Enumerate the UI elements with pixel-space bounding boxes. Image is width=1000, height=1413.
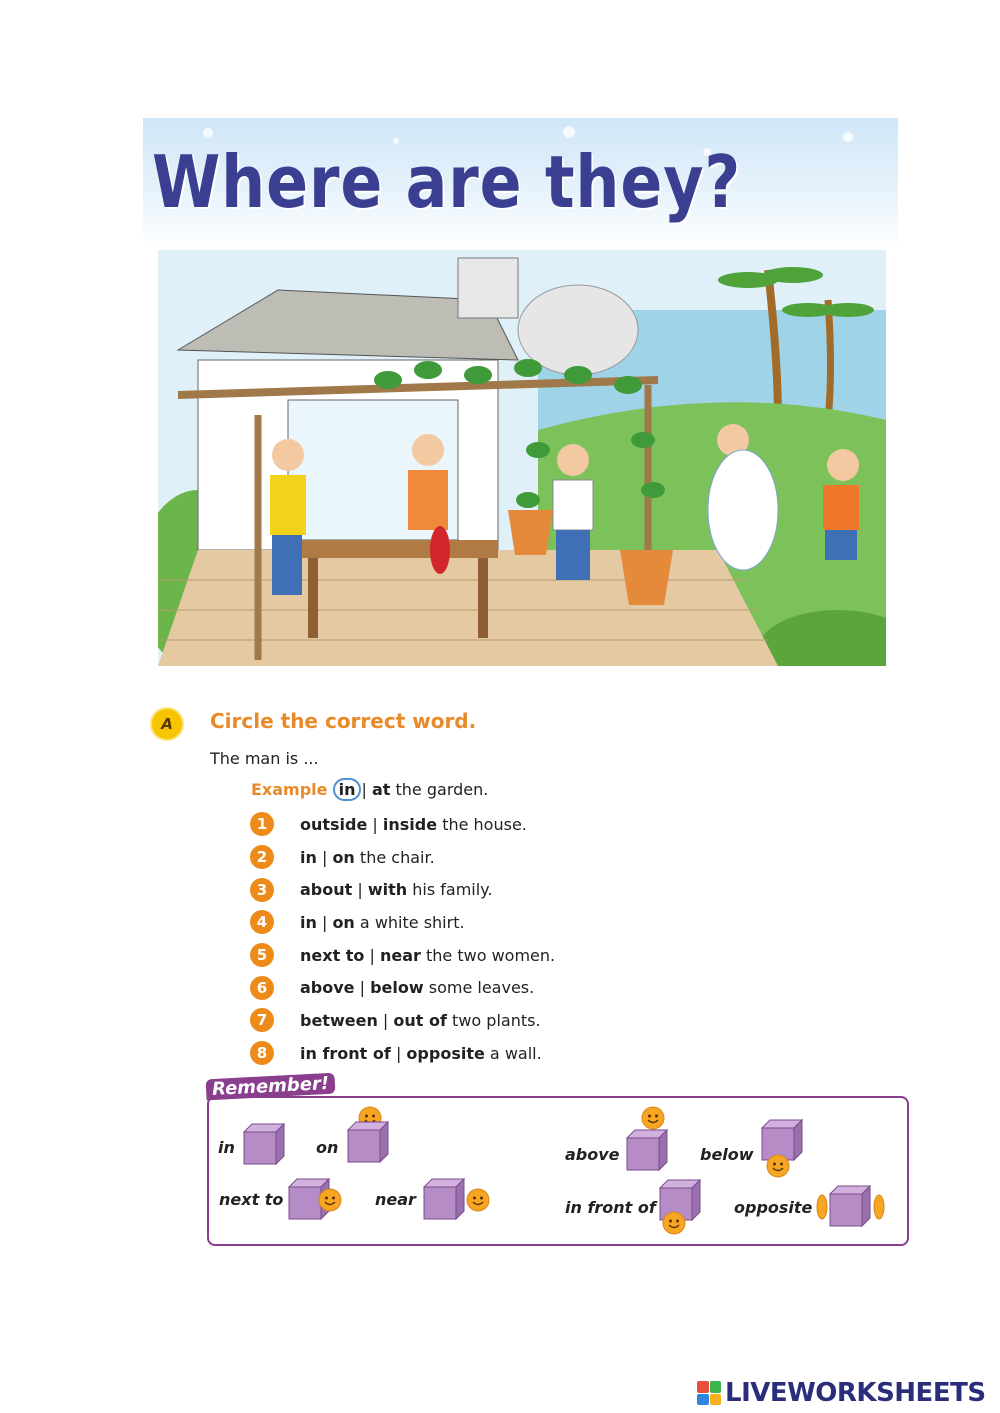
example-separator: | <box>361 780 367 799</box>
cube-icon <box>762 1120 802 1160</box>
option-two[interactable]: out of <box>393 1010 447 1030</box>
smiley-icon <box>767 1155 789 1177</box>
prep-label-on: on <box>316 1138 339 1157</box>
exercise-instruction: Circle the correct word. <box>210 709 477 733</box>
liveworksheets-logo-icon <box>697 1381 721 1405</box>
option-one[interactable]: in <box>300 912 317 932</box>
option-one[interactable]: between <box>300 1010 378 1030</box>
exercise-item: 7 between | out of two plants. <box>250 1004 555 1037</box>
brand-name: LIVEWORKSHEETS <box>725 1378 986 1408</box>
example-label: Example <box>251 780 328 799</box>
cube-icon <box>244 1124 284 1164</box>
option-two[interactable]: opposite <box>406 1043 485 1063</box>
prep-label-in: in <box>218 1138 235 1157</box>
smiley-side-icon <box>817 1195 827 1219</box>
item-number: 4 <box>250 910 274 934</box>
option-two[interactable]: near <box>379 945 421 965</box>
item-number: 5 <box>250 943 274 967</box>
item-rest: his family. <box>412 880 493 900</box>
cube-icon <box>424 1179 464 1219</box>
exercise-item: 3 about | with his family. <box>250 873 555 906</box>
item-rest: some leaves. <box>428 978 535 998</box>
item-number: 2 <box>250 845 274 869</box>
item-rest: the chair. <box>359 847 435 867</box>
item-rest: the house. <box>442 814 527 834</box>
prep-label-near: near <box>375 1190 416 1209</box>
item-rest: the two women. <box>426 945 556 965</box>
item-rest: two plants. <box>452 1010 541 1030</box>
option-two[interactable]: with <box>367 880 408 900</box>
option-one[interactable]: next to <box>300 945 365 965</box>
exercise-item: 2 in | on the chair. <box>250 841 555 874</box>
exercise-item: 1 outside | inside the house. <box>250 808 555 841</box>
prep-label-below: below <box>700 1145 754 1164</box>
item-rest: a white shirt. <box>359 912 465 932</box>
example-option: at <box>371 780 391 799</box>
item-number: 1 <box>250 812 274 836</box>
prep-label-in-front-of: in front of <box>565 1198 656 1217</box>
option-two[interactable]: below <box>370 978 424 998</box>
remember-tag: Remember! <box>206 1073 336 1101</box>
option-one[interactable]: in <box>300 847 317 867</box>
exercise-item: 6 above | below some leaves. <box>250 971 555 1004</box>
item-number: 6 <box>250 976 274 1000</box>
smiley-icon <box>319 1189 341 1211</box>
exercise-badge: A <box>150 707 184 741</box>
item-number: 7 <box>250 1008 274 1032</box>
option-one[interactable]: above <box>300 978 355 998</box>
prep-label-above: above <box>565 1145 620 1164</box>
example-circled-word: in <box>333 778 362 801</box>
exercise-item: 5 next to | near the two women. <box>250 939 555 972</box>
smiley-side-icon <box>874 1195 884 1219</box>
cube-icon <box>348 1122 388 1162</box>
smiley-icon <box>642 1107 664 1129</box>
item-number: 3 <box>250 878 274 902</box>
page-title: Where are they? <box>152 140 742 224</box>
option-two[interactable]: on <box>332 847 355 867</box>
exercise-item: 4 in | on a white shirt. <box>250 906 555 939</box>
option-one[interactable]: in front of <box>300 1043 391 1063</box>
smiley-icon <box>663 1212 685 1234</box>
option-two[interactable]: inside <box>382 814 438 834</box>
exercise-lead-sentence: The man is ... <box>210 749 319 768</box>
exercise-item: 8 in front of | opposite a wall. <box>250 1037 555 1070</box>
smiley-icon <box>467 1189 489 1211</box>
option-two[interactable]: on <box>332 912 355 932</box>
prep-label-next-to: next to <box>219 1190 284 1209</box>
example-rest: the garden. <box>395 780 489 799</box>
option-one[interactable]: outside <box>300 814 368 834</box>
option-one[interactable]: about <box>300 880 353 900</box>
item-number: 8 <box>250 1041 274 1065</box>
cube-icon <box>627 1130 667 1170</box>
cube-icon <box>830 1186 870 1226</box>
item-rest: a wall. <box>489 1043 542 1063</box>
prep-label-opposite: opposite <box>734 1198 813 1217</box>
liveworksheets-brand[interactable] <box>697 1378 986 1408</box>
